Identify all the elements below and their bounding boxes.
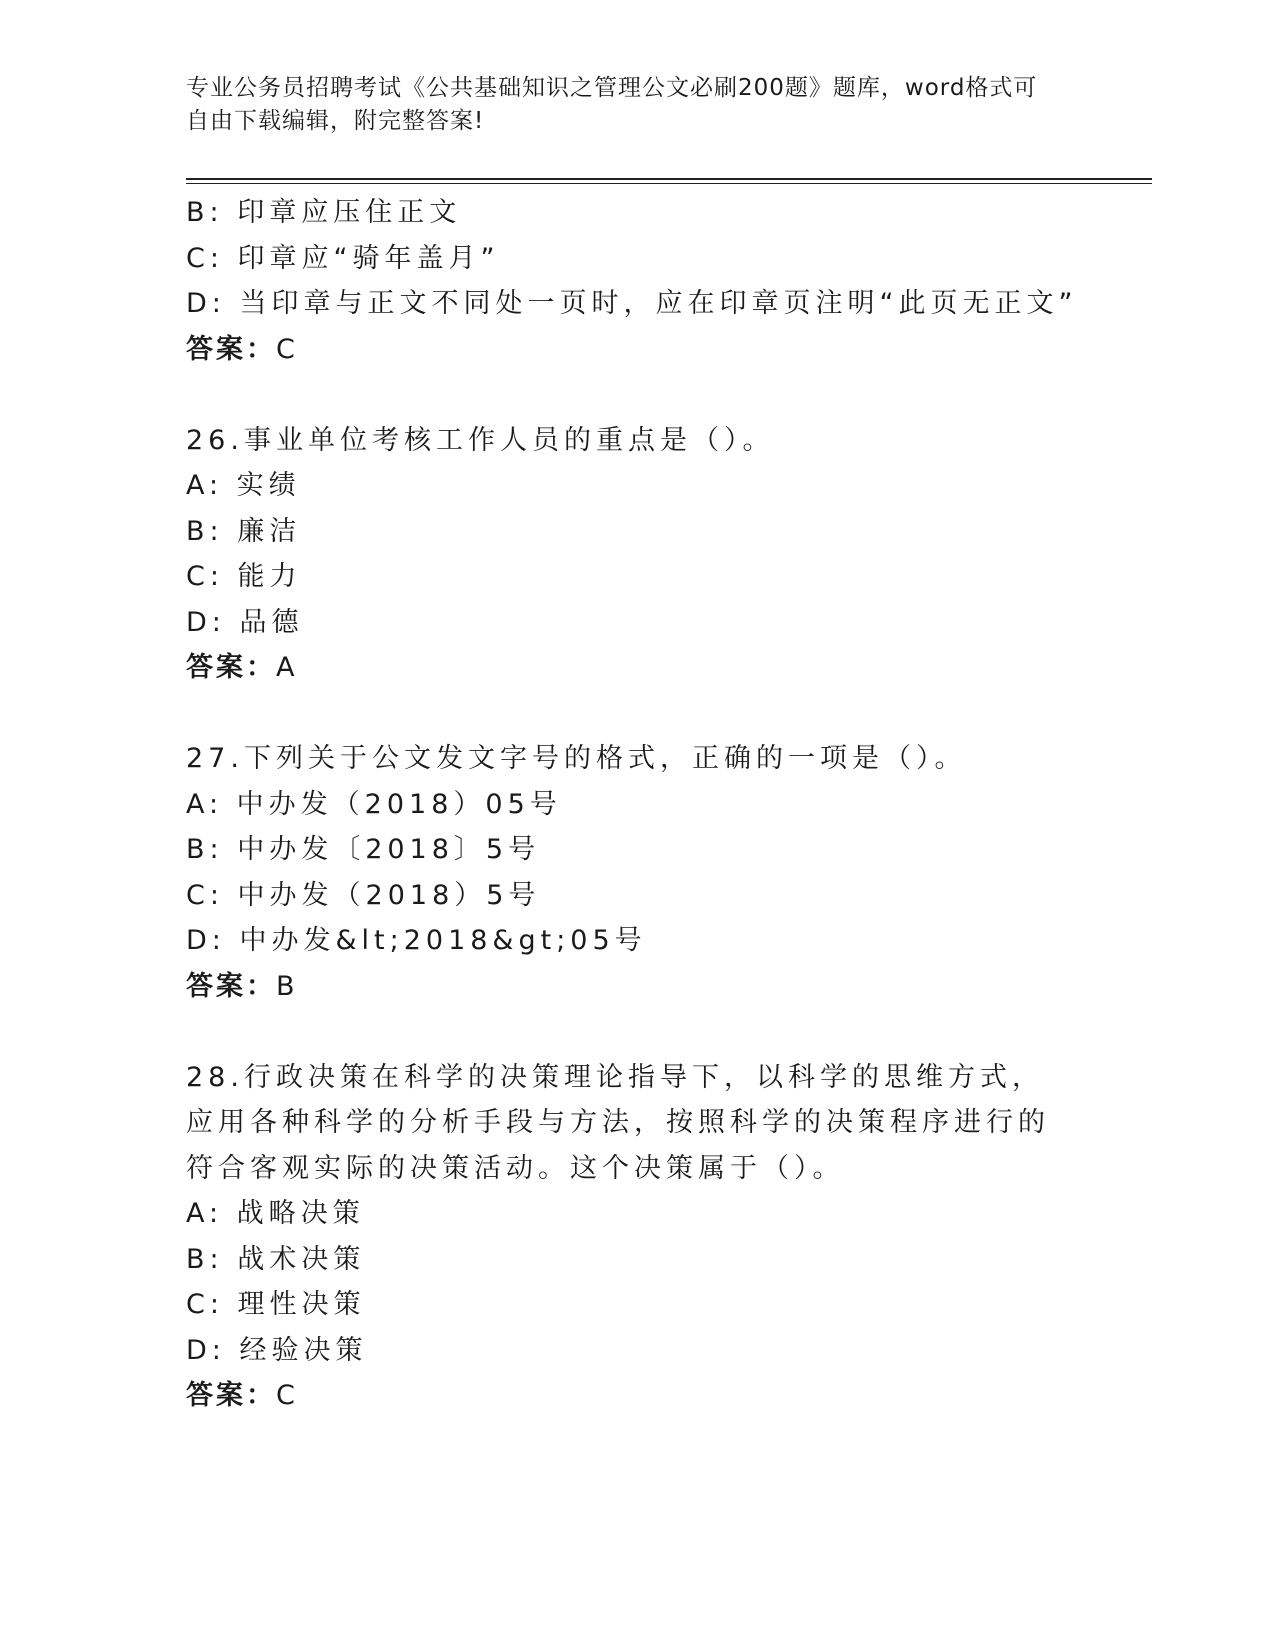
question-text: 27.下列关于公文发文字号的格式，正确的一项是（）。 [186, 743, 967, 774]
option-a: A: 战略决策 [186, 1198, 365, 1229]
spacer [186, 1010, 1086, 1055]
option-b: B: 廉洁 [186, 515, 302, 547]
option-c: C: 理性决策 [186, 1289, 366, 1320]
question-list [186, 190, 1086, 1419]
option-b: B: 印章应压住正文 [186, 197, 462, 228]
header-divider-thick [186, 178, 1152, 180]
answer-line [186, 327, 1086, 373]
answer-value: C [276, 1380, 298, 1411]
answer-value: A [276, 652, 298, 683]
spacer [186, 691, 1086, 736]
answer-label: 答案： [186, 652, 276, 683]
question-27 [186, 736, 1086, 1010]
spacer [186, 373, 1086, 418]
option-c: C: 中办发（2018）5号 [186, 879, 541, 911]
header-line-2: 自由下载编辑，附完整答案! [186, 108, 485, 134]
question-text: 26.事业单位考核工作人员的重点是（）。 [186, 424, 775, 456]
option-c: C: 能力 [186, 561, 302, 592]
answer-label: 答案： [186, 333, 276, 365]
answer-value: B [276, 970, 298, 1002]
question-26 [186, 418, 1086, 692]
answer-label: 答案： [186, 970, 276, 1002]
question-25-continued [186, 190, 1086, 373]
option-c: C: 印章应“骑年盖月” [186, 242, 500, 274]
option-d: D: 品德 [186, 606, 304, 638]
question-28 [186, 1055, 1086, 1420]
option-d: D: 经验决策 [186, 1334, 368, 1366]
answer-line [186, 645, 1086, 691]
option-a: A: 中办发（2018）05号 [186, 788, 562, 820]
header-divider-thin [186, 183, 1152, 184]
option-d: D: 中办发&lt;2018&gt;05号 [186, 925, 647, 956]
answer-label: 答案： [186, 1380, 276, 1411]
answer-value: C [276, 333, 298, 365]
option-b: B: 中办发〔2018〕5号 [186, 834, 541, 865]
question-text: 28.行政决策在科学的决策理论指导下，以科学的思维方式，应用各种科学的分析手段与方法，按照科学的决策程序进行的符合客观实际的决策活动。这个决策属于（）。 [186, 1061, 1050, 1184]
header-line-1: 专业公务员招聘考试《公共基础知识之管理公文必刷200题》题库，word格式可 [186, 75, 1038, 101]
option-d: D: 当印章与正文不同处一页时，应在印章页注明“此页无正文” [186, 288, 1078, 319]
answer-line [186, 964, 1086, 1010]
answer-line [186, 1373, 1086, 1419]
document-header [186, 72, 1066, 138]
option-b: B: 战术决策 [186, 1243, 366, 1275]
option-a: A: 实绩 [186, 470, 301, 501]
